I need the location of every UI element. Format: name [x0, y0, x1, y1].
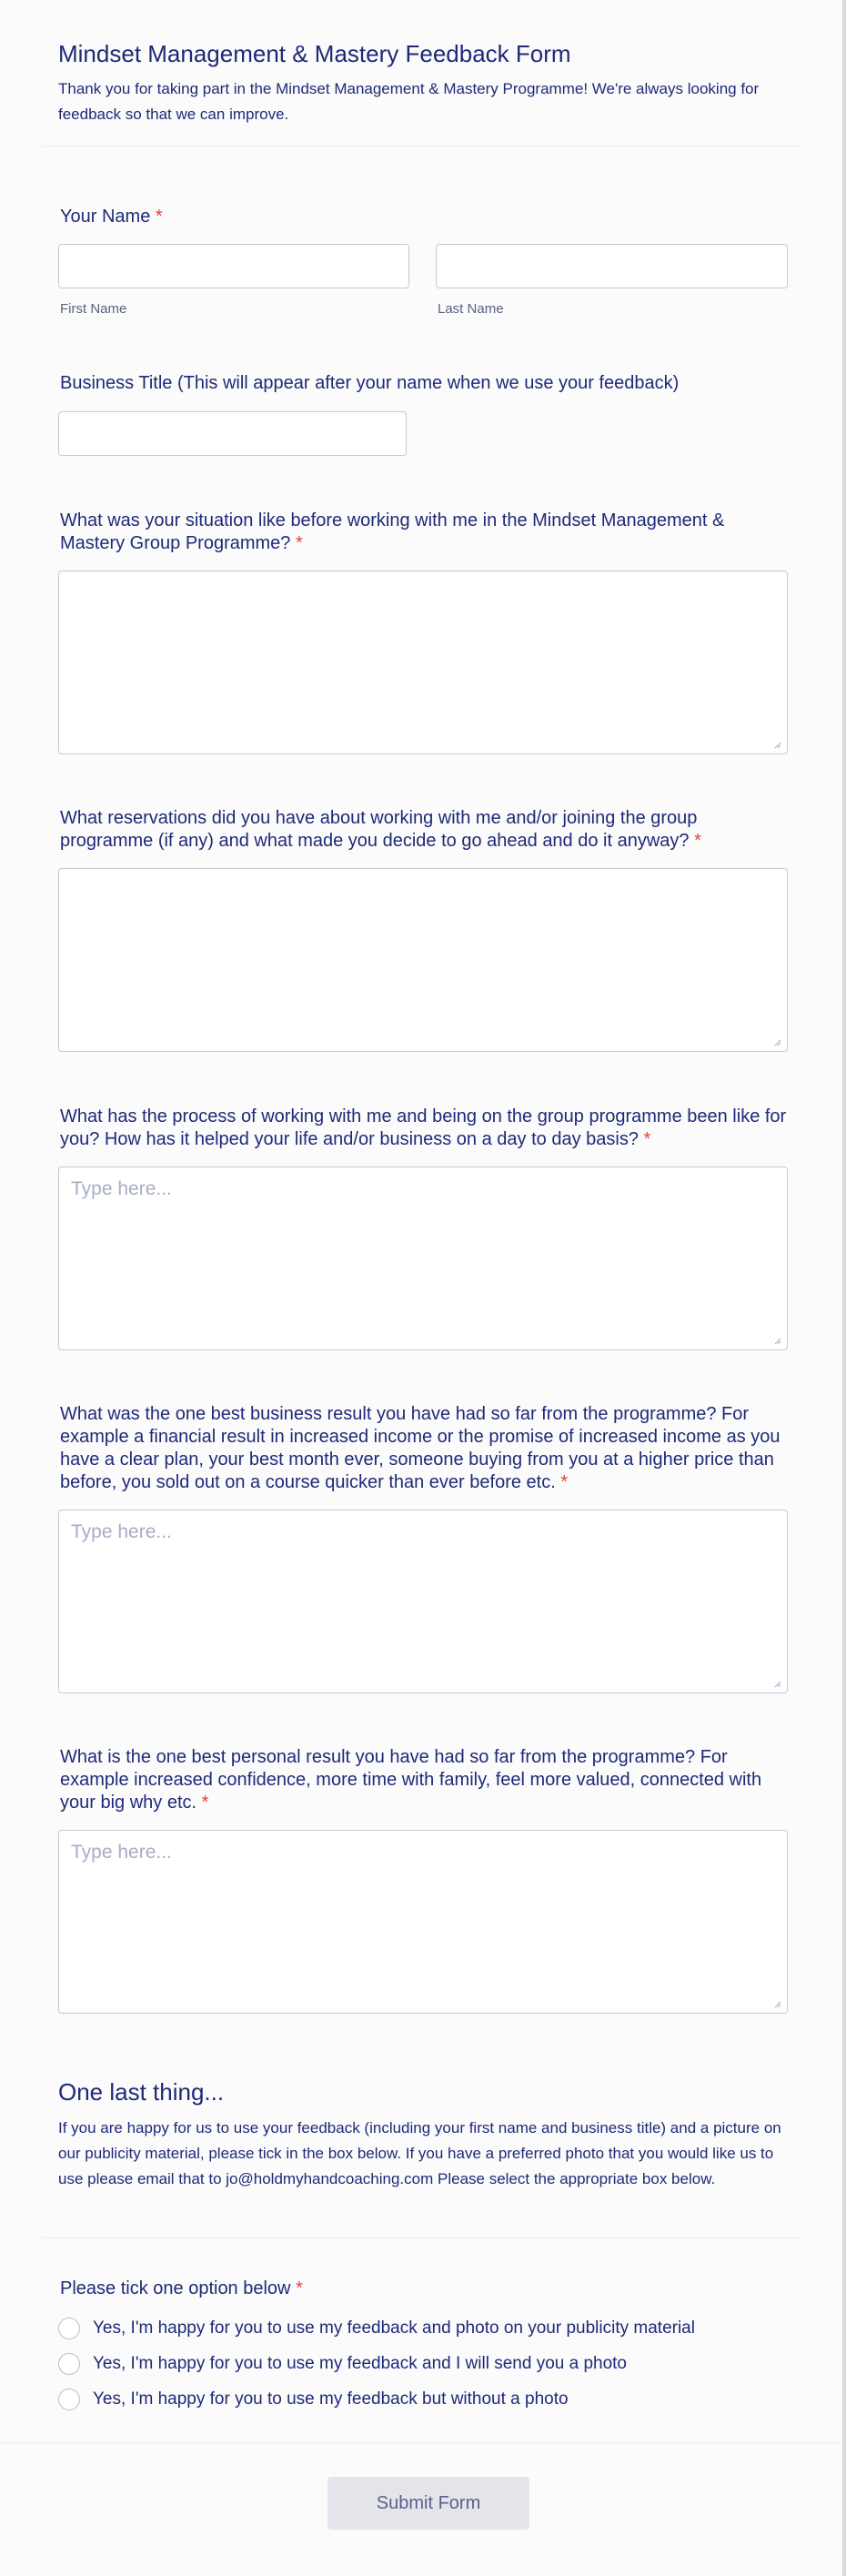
section-description: If you are happy for us to use your feedback (including your first name and business title) and a picture on our publicity material, please tick in the box below. If you have a preferred photo that you would like us to use please email that to jo@holdmyhandcoaching.com Please select the appropriate box below. [58, 2119, 781, 2187]
resize-grip-icon[interactable] [772, 740, 781, 749]
first-name-input[interactable] [58, 244, 409, 288]
resize-grip-icon[interactable] [772, 1999, 781, 2008]
required-marker: * [296, 2278, 303, 2298]
business-title-label: Business Title (This will appear after your name when we use your feedback) [60, 373, 680, 393]
resize-grip-icon[interactable] [772, 1336, 781, 1345]
consent-label: Please tick one option below * [60, 2278, 303, 2298]
form-header [58, 36, 786, 127]
question-2-label: What reservations did you have about working with me and/or joining the group programme (if any) and what made you decide to go ahead and do it anyway? * [60, 808, 701, 851]
required-marker: * [155, 207, 163, 227]
last-name-sublabel: Last Name [438, 301, 504, 317]
question-5-textarea[interactable] [58, 1830, 788, 2014]
form-title: Mindset Management & Mastery Feedback Form [58, 40, 571, 67]
required-marker: * [694, 831, 701, 851]
scrollbar-track[interactable] [842, 0, 846, 2576]
consent-option-2[interactable] [58, 2351, 627, 2377]
submit-button[interactable]: Submit Form [327, 2477, 529, 2530]
radio-button[interactable] [58, 2389, 80, 2410]
question-3-textarea[interactable] [58, 1167, 788, 1350]
question-1-label: What was your situation like before working with me in the Mindset Management & Mastery Group Programme? * [60, 510, 725, 553]
name-label: Your Name * [60, 207, 163, 227]
form-intro: Thank you for taking part in the Mindset Management & Mastery Programme! We're always looking for feedback so that we can improve. [58, 80, 760, 123]
radio-label: Yes, I'm happy for you to use my feedback but without a photo [93, 2389, 569, 2409]
required-marker: * [560, 1472, 569, 1492]
radio-label: Yes, I'm happy for you to use my feedback and photo on your publicity material [93, 2318, 695, 2338]
last-name-input[interactable] [436, 244, 788, 288]
footer-divider [0, 2442, 842, 2443]
consent-option-3[interactable] [58, 2387, 569, 2412]
consent-option-1[interactable] [58, 2316, 695, 2341]
required-marker: * [201, 1793, 209, 1813]
radio-label: Yes, I'm happy for you to use my feedback and I will send you a photo [93, 2354, 627, 2373]
question-4-label: What was the one best business result you have had so far from the programme? For example a financial result in increased income or the promise of increased income as you have a clear plan, your best month ever, someone buying from you at a higher price than before, you sold out on a course quicker than ever before etc. * [60, 1404, 781, 1492]
section-title: One last thing... [58, 2078, 225, 2106]
question-1-textarea[interactable] [58, 571, 788, 754]
first-name-sublabel: First Name [60, 301, 127, 317]
resize-grip-icon[interactable] [772, 1679, 781, 1688]
question-2-textarea[interactable] [58, 868, 788, 1052]
required-marker: * [643, 1129, 651, 1149]
radio-button[interactable] [58, 2318, 80, 2339]
question-5-label: What is the one best personal result you have had so far from the programme? For example increased confidence, more time with family, feel more valued, connected with your big why etc. * [60, 1747, 762, 1813]
required-marker: * [295, 533, 303, 553]
radio-button[interactable] [58, 2353, 80, 2375]
resize-grip-icon[interactable] [772, 1037, 781, 1046]
question-3-label: What has the process of working with me and being on the group programme been like for you? How has it helped your life and/or business on a day to day basis? * [60, 1106, 787, 1149]
business-title-input[interactable] [58, 411, 407, 456]
question-4-textarea[interactable] [58, 1510, 788, 1693]
